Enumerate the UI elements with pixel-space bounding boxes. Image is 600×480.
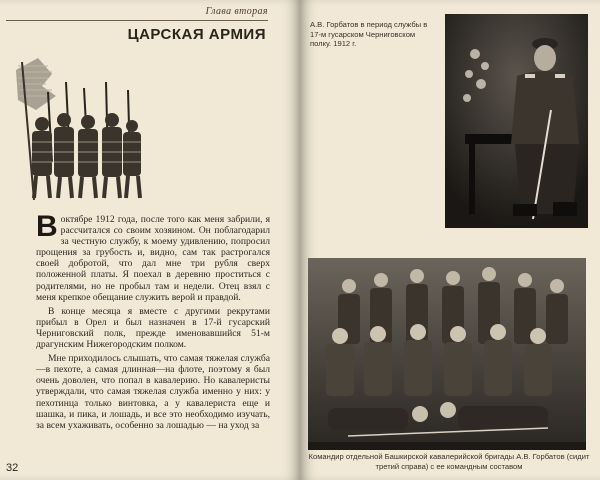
running-head: Глава вторая (205, 6, 268, 17)
header-rule (6, 20, 268, 21)
paragraph-1 (36, 210, 270, 303)
paragraph-2: В конце месяца я вместе с другими рекрутами прибыл в Орел и был назначен в 17-й гусарский Черниговский полк, прежде именовавшийся 51-м драгунским Нижегородским полком. (36, 305, 270, 351)
paragraph-3: Мне приходилось слышать, что самая тяжелая служба—в пехоте, а самая длинная—на флоте, поэтому я был очень доволен, что попал в кавалерию. Но кавалеристы утверждали, что самая тяжелая служба именно у них: у пехотинца только винтовка, а у кавалериста еще и шашка, и пика, и лошадь, и все это необходимо изучать, за всем ухаживать, особенно за лошадью — на уход за (36, 353, 270, 431)
chapter-body-text (36, 210, 270, 434)
soldiers-illustration (8, 52, 148, 202)
group-photo (308, 258, 586, 450)
page-number: 32 (6, 462, 19, 474)
right-page (300, 0, 600, 480)
group-photo-caption: Командир отдельной Башкирской кавалерийской бригады А.В. Горбатов (сидит третий справа) с ее командным составом (308, 452, 590, 471)
portrait-caption: А.В. Горбатов в период службы в 17-м гусарском Черниговском полку. 1912 г. (310, 20, 428, 49)
portrait-photo (445, 14, 588, 228)
drop-cap: В (36, 210, 58, 243)
chapter-title: ЦАРСКАЯ АРМИЯ (127, 26, 266, 43)
paragraph-1-text: октябре 1912 года, после того как меня забрили, я рассчитался со своим хозяином. Он поблагодарил за честную службу, к моему удивлению, попросил прощения за грубость и, видно, сам так растрогался своей добротой, что дал мне три рубля сверх положенной платы. Я поехал в деревню проститься с родителями, но не пробыл там и недели. Отец взял с меня крепкое обещание служить верой и правдой. (36, 214, 270, 303)
